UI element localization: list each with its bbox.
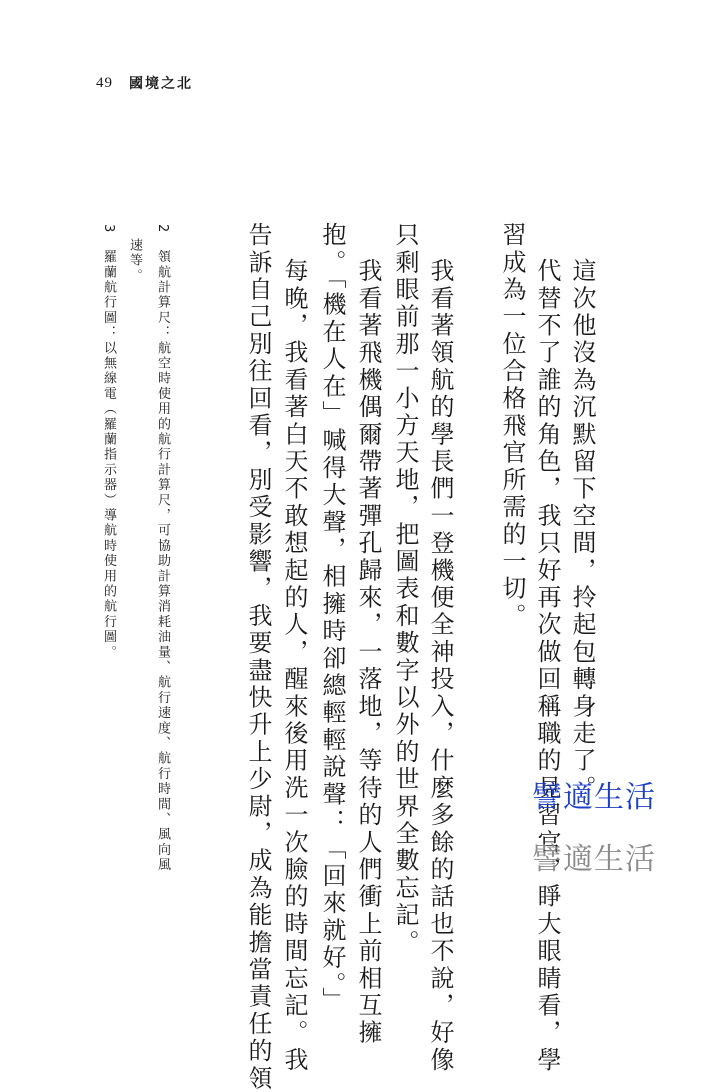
body-column-4: 我看著領航的學長們一登機便全神投入，什麼多餘的話也不說，好像	[426, 258, 454, 1074]
body-column-3: 習成為一位合格飛官所需的一切。	[498, 222, 526, 630]
body-column-1: 這次他沒為沉默留下空間，拎起包轉身走了。	[568, 258, 596, 802]
watermark-primary: 譬適生活	[532, 780, 656, 815]
body-column-7: 抱。「機在人在」喊得大聲，相擁時卻總輕輕說聲：「回來就好。」	[318, 222, 346, 1014]
running-header	[96, 72, 193, 94]
footnote-2: 2 領航計算尺：航空時使用的航行計算尺，可協助計算消耗油量、航行速度、航行時間、風向風	[155, 224, 170, 873]
running-title: 國境之北	[129, 76, 193, 92]
watermark-secondary: 譬適生活	[532, 842, 656, 877]
body-column-6: 我看著飛機偶爾帶著彈孔歸來，一落地，等待的人們衝上前相互擁	[354, 258, 382, 1047]
page-number: 49	[96, 74, 113, 91]
footnote-3: 3 羅蘭航行圖：以無線電（羅蘭指示器）導航時使用的航行圖。	[101, 224, 116, 661]
body-column-9: 告訴自己別往回看，別受影響，我要盡快升上少尉，成為能擔當責任的領	[244, 222, 272, 1092]
body-column-2: 代替不了誰的角色，我只好再次做回稱職的見習官，睜大眼睛看，學	[533, 258, 561, 1074]
footnote-2-continued: 速等。	[127, 238, 142, 284]
body-column-5: 只剩眼前那一小方天地，把圖表和數字以外的世界全數忘記。	[391, 222, 419, 957]
body-column-8: 每晚，我看著白天不敢想起的人，醒來後用洗一次臉的時間忘記。我	[280, 258, 308, 1074]
